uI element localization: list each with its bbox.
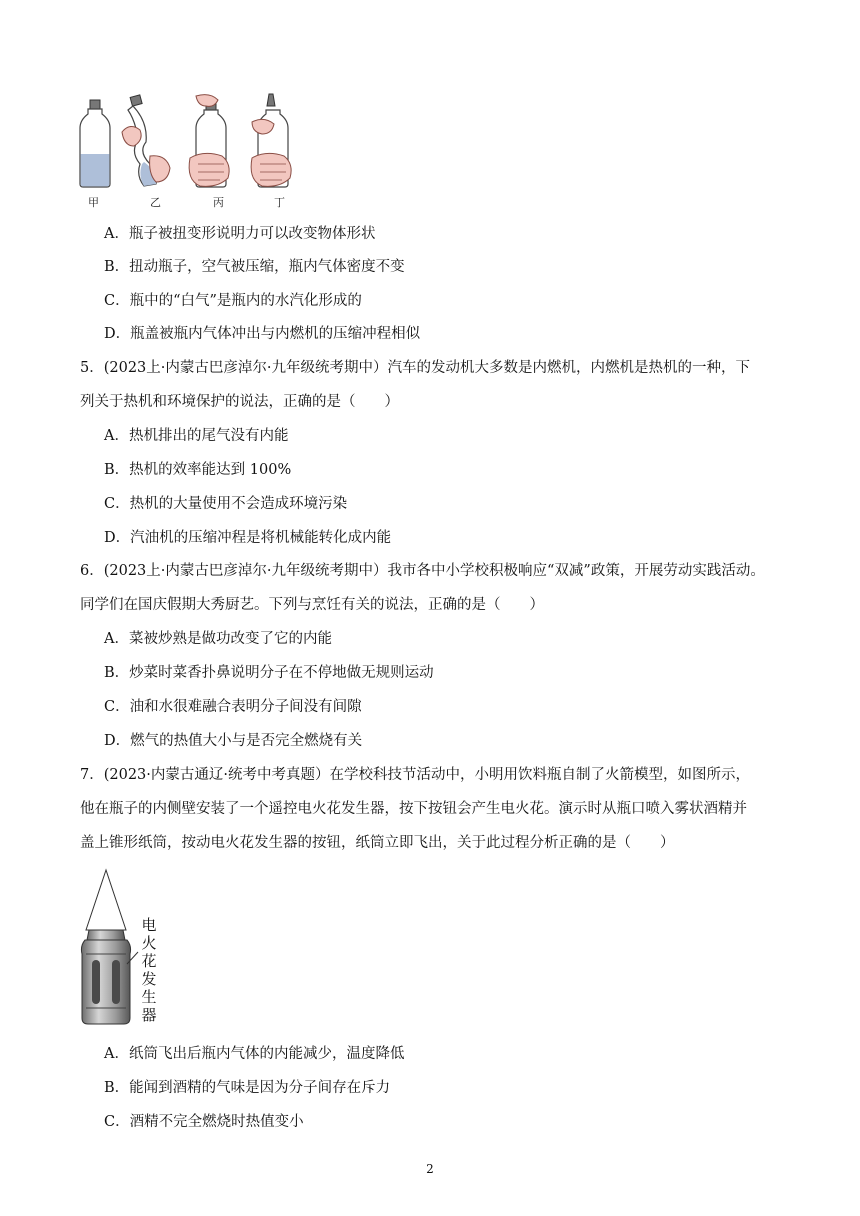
bottles-figure xyxy=(78,92,308,210)
q5-stem-line1: 5．(2023上·内蒙古巴彦淖尔·九年级统考期中）汽车的发动机大多数是内燃机，内燃机是热机的一种，下 xyxy=(80,360,750,376)
figure-label-jia: 甲 xyxy=(88,196,99,209)
q6-stem-line1: 6．(2023上·内蒙古巴彦淖尔·九年级统考期中）我市各中小学校积极响应“双减”政策，开展劳动实践活动。 xyxy=(80,563,765,579)
q5-stem-line2: 列关于热机和环境保护的说法，正确的是（ ） xyxy=(80,394,399,410)
q4-option-d: D．瓶盖被瓶内气体冲出与内燃机的压缩冲程相似 xyxy=(104,326,421,342)
bottle-jia xyxy=(80,100,110,187)
q7-stem-line1: 7．(2023·内蒙古通辽·统考中考真题）在学校科技节活动中，小明用饮料瓶自制了火箭模型，如图所示， xyxy=(80,767,750,783)
q7-option-b: B．能闻到酒精的气味是因为分子间存在斥力 xyxy=(104,1080,391,1096)
q7-option-a: A．纸筒飞出后瓶内气体的内能减少，温度降低 xyxy=(104,1046,405,1062)
q6-option-d: D．燃气的热值大小与是否完全燃烧有关 xyxy=(104,733,363,749)
page-number: 2 xyxy=(426,1162,434,1176)
bottle-yi xyxy=(122,95,170,186)
figure-label-yi: 乙 xyxy=(150,196,161,209)
q5-option-d: D．汽油机的压缩冲程是将机械能转化成内能 xyxy=(104,530,392,546)
q4-option-b: B．扭动瓶子，空气被压缩，瓶内气体密度不变 xyxy=(104,259,405,275)
q5-option-c: C．热机的大量使用不会造成环境污染 xyxy=(104,496,348,512)
q6-stem-line2: 同学们在国庆假期大秀厨艺。下列与烹饪有关的说法，正确的是（ ） xyxy=(80,597,544,613)
spark-generator-label: 电火花发生器 xyxy=(141,916,157,1024)
q6-option-a: A．菜被炒熟是做功改变了它的内能 xyxy=(104,631,332,647)
q4-option-a: A．瓶子被扭变形说明力可以改变物体形状 xyxy=(104,226,376,242)
q7-stem-line3: 盖上锥形纸筒，按动电火花发生器的按钮，纸筒立即飞出，关于此过程分析正确的是（ ） xyxy=(80,835,675,851)
q4-option-c: C．瓶中的“白气”是瓶内的水汽化形成的 xyxy=(104,293,362,309)
q5-option-b: B．热机的效率能达到 100% xyxy=(104,462,292,478)
q5-option-a: A．热机排出的尾气没有内能 xyxy=(104,428,289,444)
figure-label-bing: 丙 xyxy=(213,196,224,209)
q7-option-c: C．酒精不完全燃烧时热值变小 xyxy=(104,1114,304,1130)
bottle-ding xyxy=(251,94,291,187)
q6-option-b: B．炒菜时菜香扑鼻说明分子在不停地做无规则运动 xyxy=(104,665,434,681)
bottles-illustration xyxy=(78,92,308,210)
bottle-bing xyxy=(189,95,229,187)
q6-option-c: C．油和水很难融合表明分子间没有间隙 xyxy=(104,699,362,715)
figure-label-ding: 丁 xyxy=(274,196,285,209)
q7-stem-line2: 他在瓶子的内侧壁安装了一个遥控电火花发生器，按下按钮会产生电火花。演示时从瓶口喷入雾状酒精并 xyxy=(80,801,747,817)
